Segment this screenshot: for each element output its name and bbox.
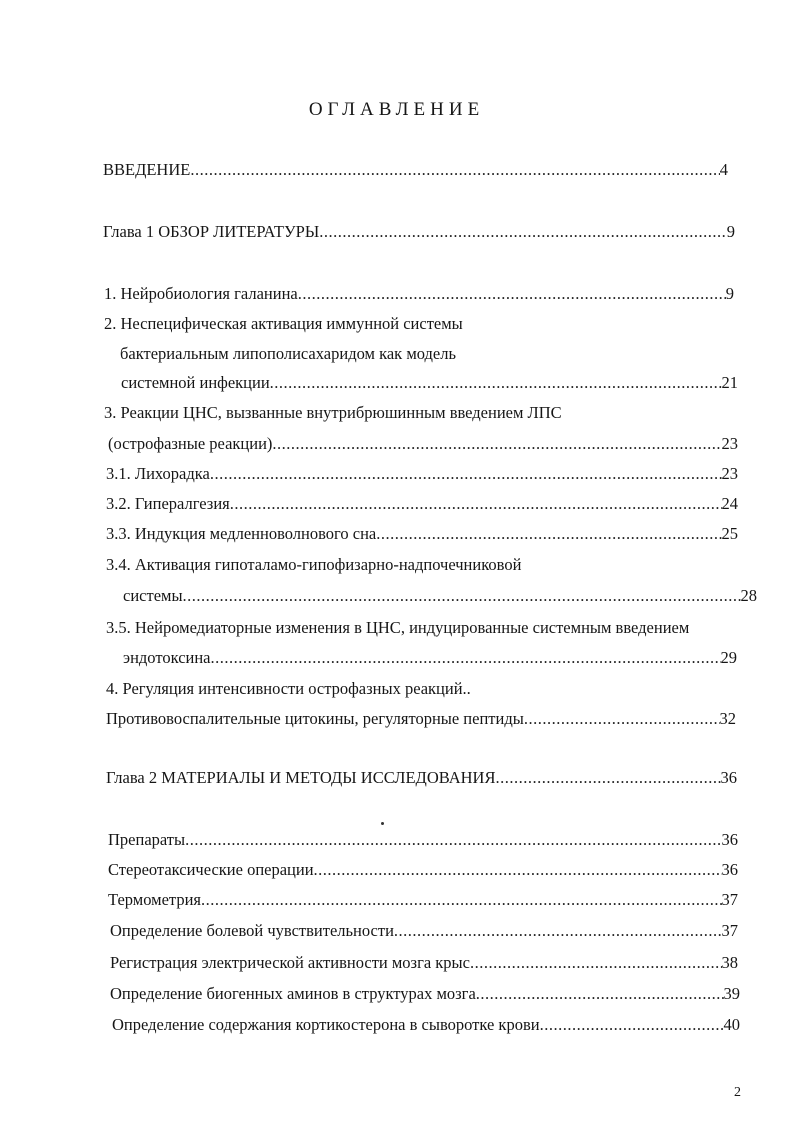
toc-entry-section-3-5 — [123, 648, 737, 670]
toc-entry-section-4 — [106, 709, 736, 731]
toc-label: Регистрация электрической активности мозга крыс — [110, 953, 470, 972]
toc-page-number: 25 — [721, 524, 738, 543]
dot-leader — [272, 434, 721, 454]
toc-label: Стереотаксические операции — [108, 860, 314, 879]
dot-leader — [470, 953, 722, 973]
toc-page-number: 37 — [721, 890, 738, 909]
toc-page-number: 23 — [721, 464, 738, 483]
dot-leader — [495, 768, 720, 788]
toc-page-number: 21 — [721, 373, 738, 392]
dot-leader — [314, 860, 722, 880]
toc-page-number: 39 — [723, 984, 740, 1003]
dot-leader — [190, 160, 719, 180]
toc-entry-chapter-1 — [103, 222, 735, 244]
toc-entry-method-5 — [110, 953, 738, 975]
toc-page-number: 32 — [719, 709, 736, 728]
dot-leader — [185, 830, 721, 850]
dot-leader — [230, 494, 722, 514]
toc-entry-method-7 — [112, 1015, 740, 1037]
toc-label: системы — [123, 586, 183, 605]
dot-leader — [319, 222, 727, 242]
toc-page-number: 28 — [740, 586, 757, 605]
toc-line-section-4-part-1: 4. Регуляция интенсивности острофазных реакций.. — [106, 679, 471, 698]
toc-entry-chapter-2 — [106, 768, 737, 790]
toc-entry-method-1 — [108, 830, 738, 852]
toc-line-section-2-part-2: бактериальным липополисахаридом как модель — [120, 344, 457, 363]
dot-leader — [376, 524, 721, 544]
toc-entry-section-2 — [121, 373, 738, 395]
toc-label: Препараты — [108, 830, 186, 849]
toc-line-section-3-5-part-1: 3.5. Нейромедиаторные изменения в ЦНС, индуцированные системным введением — [106, 618, 690, 637]
toc-page-number: 9 — [725, 284, 734, 303]
toc-entry-method-3 — [108, 890, 738, 912]
toc-label: 3.2. Гипералгезия — [106, 494, 230, 513]
toc-page-number: 36 — [721, 830, 738, 849]
toc-page-number: 24 — [721, 494, 738, 513]
toc-label: Определение биогенных аминов в структурах мозга — [110, 984, 476, 1003]
toc-label: ВВЕДЕНИЕ — [103, 160, 191, 179]
toc-label: эндотоксина — [123, 648, 211, 667]
toc-label: Определение содержания кортикостерона в сыворотке крови — [112, 1015, 540, 1034]
dot-leader — [476, 984, 724, 1004]
toc-entry-intro — [103, 160, 728, 182]
toc-label: Термометрия — [108, 890, 201, 909]
toc-page-number: 9 — [726, 222, 735, 241]
toc-entry-method-6 — [110, 984, 740, 1006]
dot-leader — [210, 464, 722, 484]
toc-page-number: 29 — [720, 648, 737, 667]
toc-entry-section-3-3 — [106, 524, 738, 546]
toc-entry-section-3-2 — [106, 494, 738, 516]
toc-page-number: 23 — [721, 434, 738, 453]
dot-leader — [540, 1015, 724, 1035]
toc-entry-section-3-1 — [106, 464, 738, 486]
toc-label: Глава 1 ОБЗОР ЛИТЕРАТУРЫ — [103, 222, 320, 241]
toc-line-section-3-4-part-1: 3.4. Активация гипоталамо-гипофизарно-надпочечниковой — [106, 555, 522, 574]
toc-page-number: 38 — [721, 953, 738, 972]
toc-entry-section-3-4 — [123, 586, 757, 608]
toc-page-number: 4 — [719, 160, 728, 179]
toc-page-number: 36 — [720, 768, 737, 787]
toc-line-section-2-part-1: 2. Неспецифическая активация иммунной системы — [104, 314, 463, 333]
toc-line-section-3-part-1: 3. Реакции ЦНС, вызванные внутрибрюшинным введением ЛПС — [104, 403, 562, 422]
toc-label: 3.1. Лихорадка — [106, 464, 210, 483]
toc-page-number: 37 — [721, 921, 738, 940]
toc-label: системной инфекции — [121, 373, 270, 392]
dot-leader — [524, 709, 720, 729]
dot-leader — [298, 284, 726, 304]
toc-label: (острофазные реакции) — [108, 434, 273, 453]
scan-speck — [381, 822, 384, 825]
toc-entry-section-3 — [108, 434, 738, 456]
dot-leader — [270, 373, 722, 393]
toc-label: 3.3. Индукция медленноволнового сна — [106, 524, 377, 543]
toc-entry-section-1 — [104, 284, 734, 306]
dot-leader — [211, 648, 721, 668]
dot-leader — [183, 586, 741, 606]
toc-title: ОГЛАВЛЕНИЕ — [308, 99, 485, 120]
dot-leader — [394, 921, 722, 941]
toc-label: Определение болевой чувствительности — [110, 921, 394, 940]
dot-leader — [201, 890, 722, 910]
toc-entry-method-4 — [110, 921, 738, 943]
toc-entry-method-2 — [108, 860, 738, 882]
page-number: 2 — [734, 1085, 741, 1100]
toc-label: 1. Нейробиология галанина — [104, 284, 298, 303]
toc-label: Глава 2 МАТЕРИАЛЫ И МЕТОДЫ ИССЛЕДОВАНИЯ — [106, 768, 496, 787]
toc-page-number: 36 — [721, 860, 738, 879]
toc-label: Противовоспалительные цитокины, регуляторные пептиды — [106, 709, 524, 728]
toc-page-number: 40 — [723, 1015, 740, 1034]
